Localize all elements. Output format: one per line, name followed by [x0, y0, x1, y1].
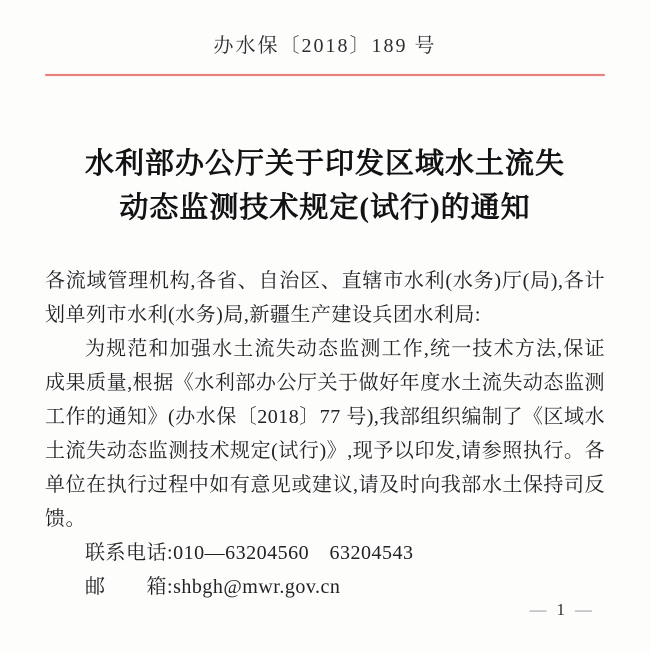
contact-phone-label: 联系电话: [85, 542, 174, 564]
salutation-paragraph: 各流域管理机构,各省、自治区、直辖市水利(水务)厅(局),各计划单列市水利(水务)局,新疆生产建设兵团水利局: [45, 270, 605, 326]
contact-email-value: shbgh@mwr.gov.cn [173, 576, 341, 598]
page-number: 1 [556, 600, 565, 619]
page-footer [513, 580, 593, 640]
main-paragraph: 为规范和加强水土流失动态监测工作,统一技术方法,保证成果质量,根据《水利部办公厅关于做好年度水土流失动态监测工作的通知》(办水保〔2018〕77 号),我部组织编制了《区域水土流失动态监测技术规定(试行)》,现予以印发,请参照执行。各单位在执行过程中如有意见或建议,请及时向我部水土保持司反馈。 [45, 338, 605, 530]
document-header [0, 0, 650, 76]
document-body [45, 264, 605, 604]
document-number: 办水保〔2018〕189 号 [213, 35, 437, 57]
page-number-left-dash: — [529, 600, 547, 619]
contact-phone-numbers: 010—63204560 63204543 [173, 542, 414, 564]
document-title-line-1: 水利部办公厅关于印发区域水土流失 [84, 148, 565, 180]
contact-phone-line [45, 536, 605, 570]
red-divider-line [45, 74, 605, 76]
page-number-right-dash: — [575, 600, 592, 619]
document-title [45, 142, 605, 230]
contact-email-label: 邮 箱: [85, 576, 174, 598]
document-title-line-2: 动态监测技术规定(试行)的通知 [119, 192, 531, 224]
